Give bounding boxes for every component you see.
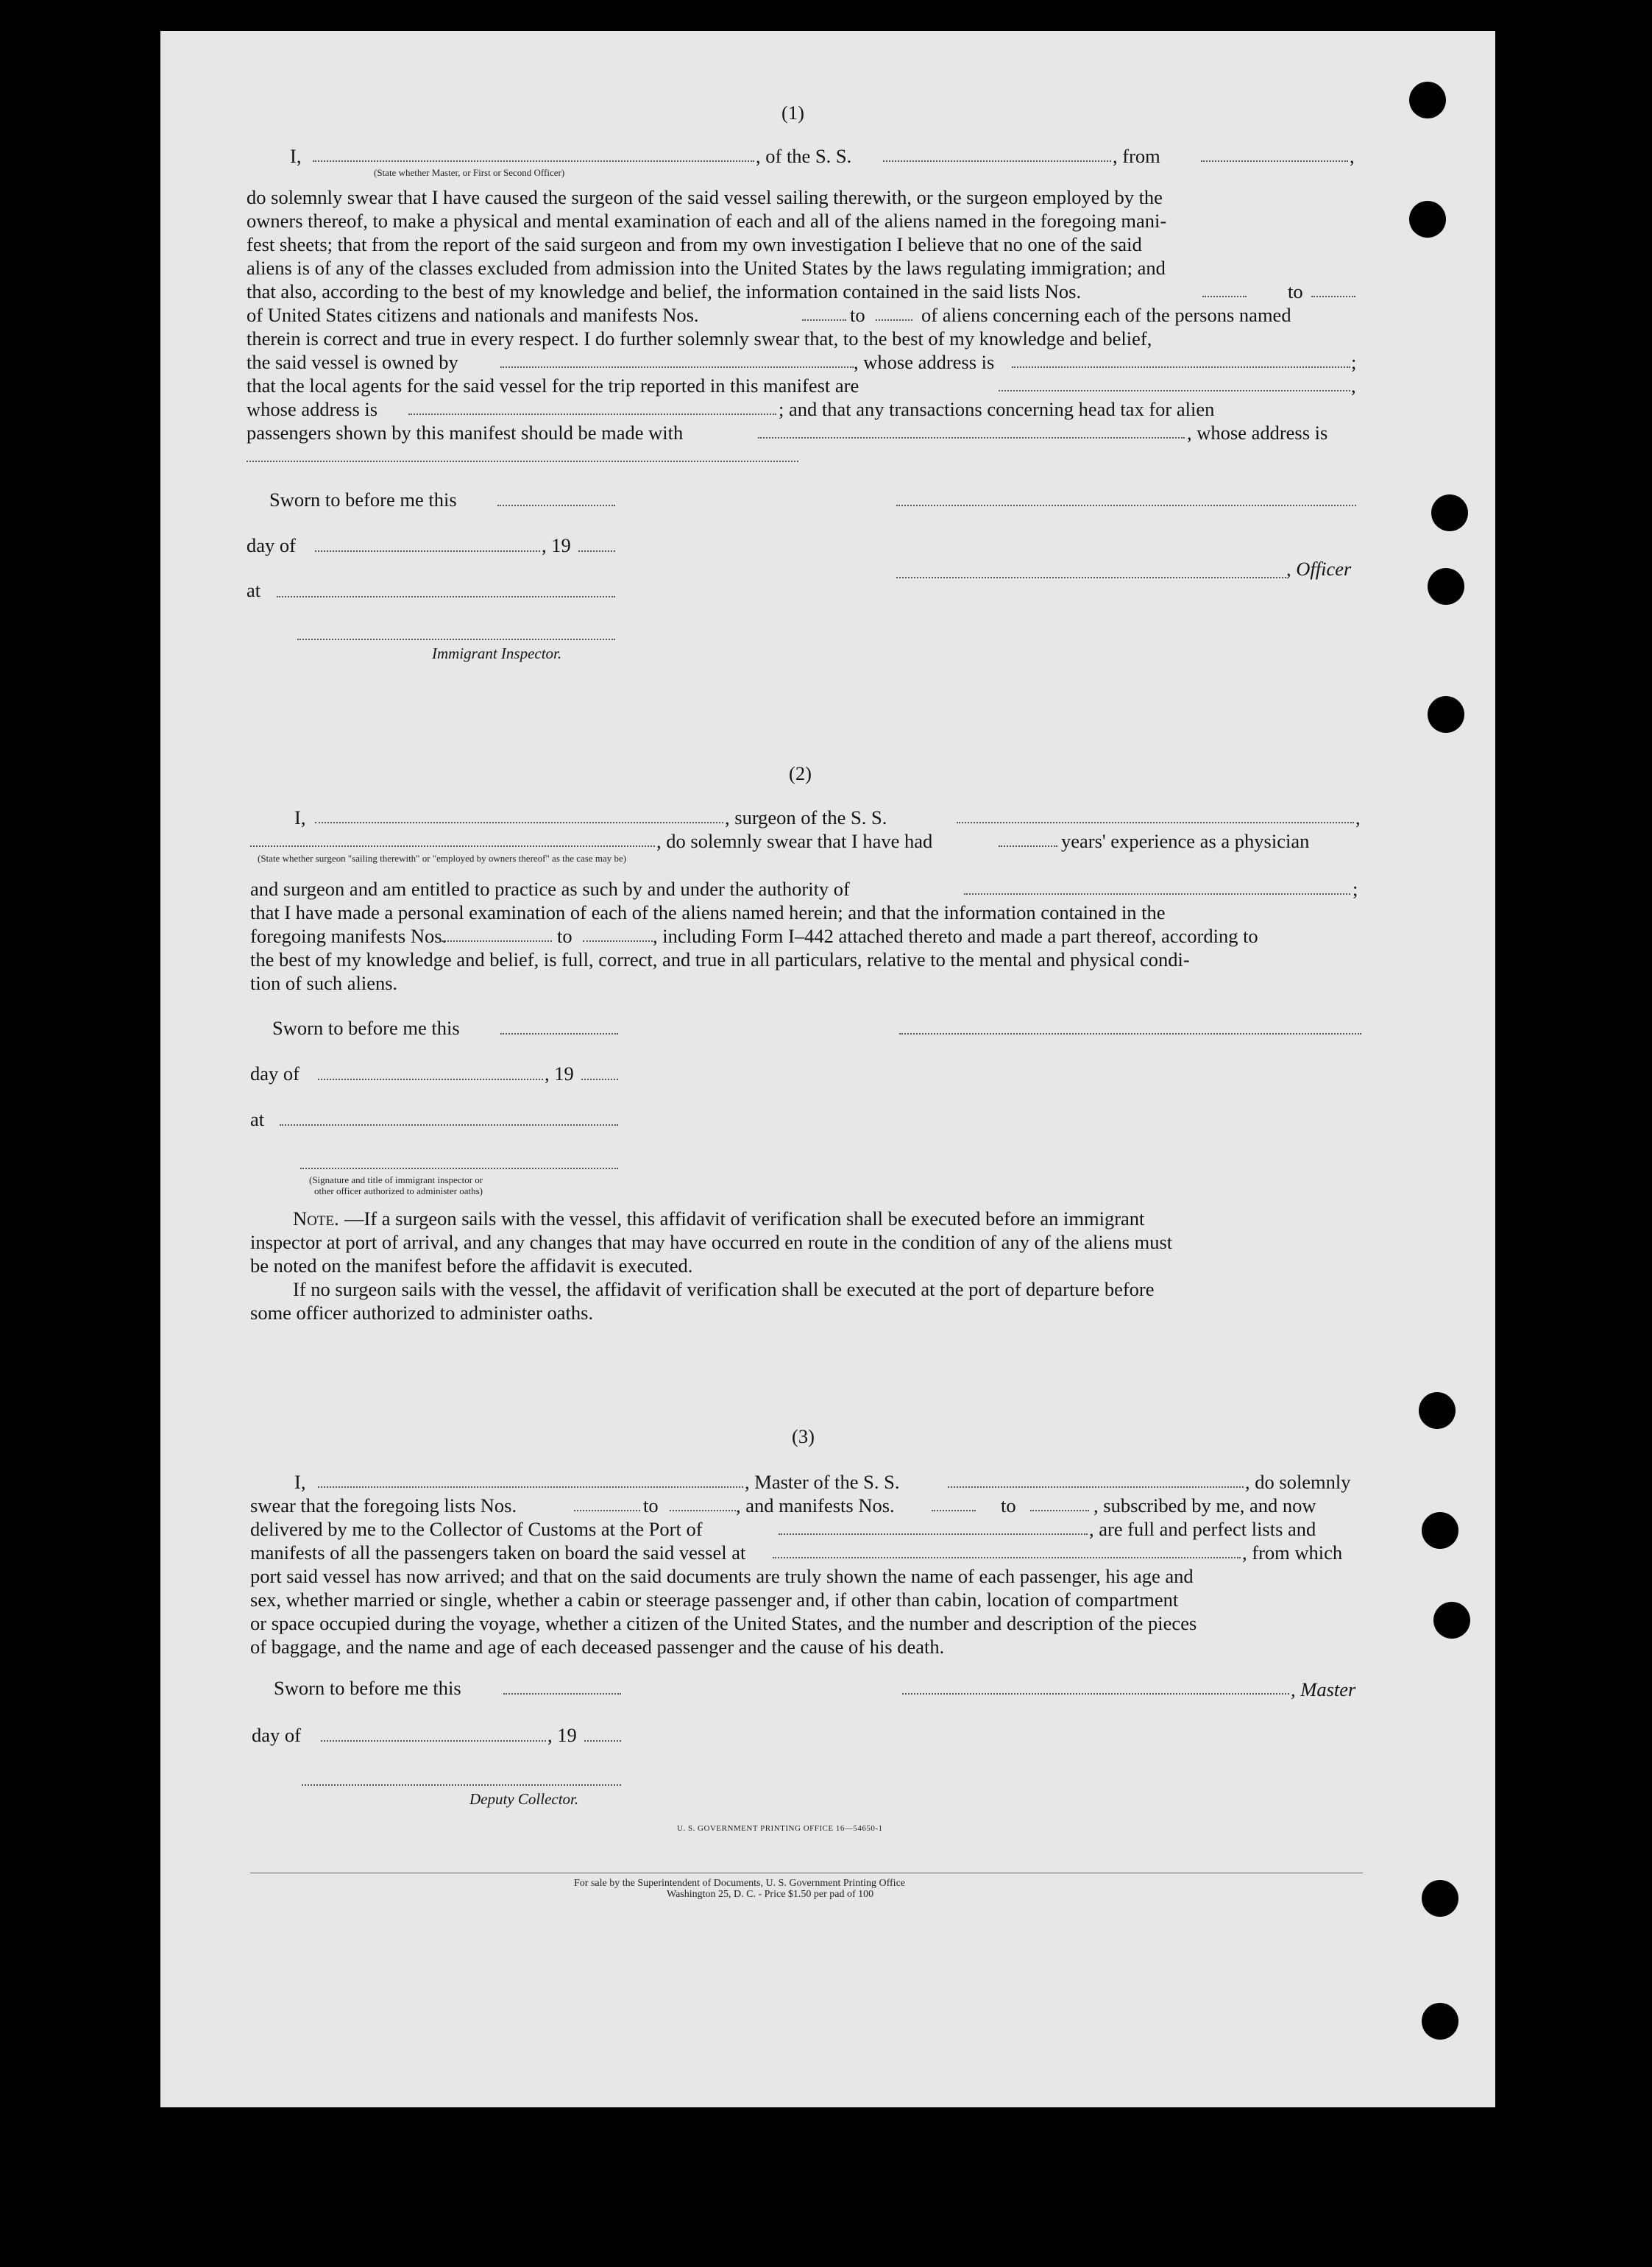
s1-text-line: do solemnly swear that I have caused the surgeon of the said vessel sailing therewith, or the surgeon employed by the <box>247 186 1163 208</box>
s1-at-field[interactable] <box>277 596 615 597</box>
s2-years-field[interactable] <box>999 845 1057 847</box>
s3-subscribed-label: , subscribed by me, and now <box>1093 1494 1316 1516</box>
s2-at-field[interactable] <box>280 1124 618 1126</box>
s3-full-lists-label: , are full and perfect lists and <box>1089 1518 1316 1540</box>
s1-head-tax-label: passengers shown by this manifest should be made with <box>247 422 684 444</box>
s2-manifests-to-field[interactable] <box>583 940 653 942</box>
s1-sworn-day-field[interactable] <box>497 505 615 506</box>
binder-hole <box>1433 1602 1470 1639</box>
binder-hole <box>1419 1392 1456 1429</box>
binder-hole <box>1428 568 1464 605</box>
s2-note-line: some officer authorized to administer oaths. <box>250 1302 594 1324</box>
s2-authority-field[interactable] <box>964 893 1350 895</box>
s1-lists-to: to <box>1288 280 1303 302</box>
s2-form-text: , including Form I–442 attached thereto and made a part thereof, according to <box>653 925 1258 947</box>
s3-text-line: or space occupied during the voyage, whether a citizen of the United States, and the number and description of the pieces <box>250 1612 1197 1634</box>
s1-agents-address-field[interactable] <box>408 414 776 415</box>
s3-text-line: sex, whether married or single, whether a cabin or steerage passenger and, if other than cabin, location of compartment <box>250 1589 1179 1611</box>
binder-hole <box>1409 201 1446 238</box>
s1-comma: , <box>1351 375 1356 397</box>
s1-manifests-to-field[interactable] <box>876 319 912 321</box>
s1-from-label: , from <box>1113 145 1160 167</box>
s1-owner-field[interactable] <box>500 366 854 368</box>
s1-of-ss-label: , of the S. S. <box>756 145 852 167</box>
binder-hole <box>1422 1512 1458 1549</box>
s1-officer-sig-field[interactable] <box>896 577 1286 578</box>
s3-manifests-to: to <box>1001 1494 1016 1516</box>
s2-experience-label: , do solemnly swear that I have had <box>656 830 933 852</box>
section-2-number: (2) <box>789 762 812 784</box>
binder-hole <box>1409 82 1446 118</box>
s1-text-line: aliens is of any of the classes excluded from admission into the United States by the laws regulating immigration; and <box>247 257 1166 279</box>
s1-text-line: therein is correct and true in every respect. I do further solemnly swear that, to the best of my knowledge and belief, <box>247 327 1152 350</box>
s1-owner-address-label: , whose address is <box>854 351 995 373</box>
footer-sale-line: Washington 25, D. C. - Price $1.50 per pad of 100 <box>667 1889 874 1900</box>
s1-month-field[interactable] <box>315 550 540 552</box>
s2-at-label: at <box>250 1108 265 1130</box>
s1-manifests-to: to <box>850 304 865 326</box>
s1-agents-field[interactable] <box>999 390 1350 391</box>
s3-port-label: delivered by me to the Collector of Customs at the Port of <box>250 1518 703 1540</box>
s1-head-tax-address-field[interactable] <box>247 461 798 462</box>
gpo-imprint: U. S. GOVERNMENT PRINTING OFFICE 16—54650-1 <box>677 1824 883 1833</box>
section-3-number: (3) <box>792 1425 815 1447</box>
s1-year-label: , 19 <box>542 534 571 556</box>
s1-sworn-label: Sworn to before me this <box>269 489 457 511</box>
s2-surgeon-name-field[interactable] <box>315 822 723 823</box>
s1-owned-by-label: the said vessel is owned by <box>247 351 458 373</box>
s3-port-field[interactable] <box>779 1533 1088 1535</box>
s1-agents-label: that the local agents for the said vessel for the trip reported in this manifest are <box>247 375 859 397</box>
s3-year-field[interactable] <box>584 1740 621 1742</box>
s3-year-label: , 19 <box>547 1724 577 1746</box>
s1-day-of-label: day of <box>247 534 296 556</box>
s3-collector-label: Deputy Collector. <box>469 1790 579 1808</box>
s3-lists-to: to <box>643 1494 659 1516</box>
s3-sworn-day-field[interactable] <box>503 1693 621 1695</box>
s3-lists-label: swear that the foregoing lists Nos. <box>250 1494 517 1516</box>
s3-collector-sig-field[interactable] <box>302 1784 621 1786</box>
s2-surgeon-label: , surgeon of the S. S. <box>725 806 887 829</box>
s2-i-label: I, <box>294 806 306 829</box>
s2-note-head: Note. <box>293 1207 339 1230</box>
s2-surgeon-hint: (State whether surgeon "sailing therewith" or "employed by owners thereof" as the case may be) <box>258 853 627 864</box>
s1-head-tax-text: ; and that any transactions concerning head tax for alien <box>779 398 1215 420</box>
s1-i-label: I, <box>290 145 302 167</box>
s2-year-label: , 19 <box>545 1062 574 1085</box>
s1-semicolon: ; <box>1351 351 1357 373</box>
s1-officer-label: , Officer <box>1286 558 1352 580</box>
s1-text-line: owners thereof, to make a physical and mental examination of each and all of the aliens named in the foregoing mani- <box>247 210 1167 232</box>
s2-surgeon-status-field[interactable] <box>250 845 655 847</box>
s1-signature-field[interactable] <box>896 505 1356 506</box>
binder-hole <box>1428 696 1464 733</box>
s3-sworn-label: Sworn to before me this <box>274 1677 461 1699</box>
s3-month-field[interactable] <box>321 1740 546 1742</box>
s1-agents-address-label: whose address is <box>247 398 378 420</box>
s2-manifests-from-field[interactable] <box>442 940 552 942</box>
s1-lists-line: that also, according to the best of my knowledge and belief, the information contained in the said lists Nos. <box>247 280 1082 302</box>
binder-hole <box>1431 494 1468 531</box>
s1-from-port-field[interactable] <box>1201 160 1348 162</box>
s3-i-label: I, <box>294 1471 306 1493</box>
s1-comma: , <box>1350 145 1355 167</box>
s2-sig-hint: other officer authorized to administer oaths) <box>314 1185 483 1196</box>
s2-text-line: tion of such aliens. <box>250 972 398 994</box>
s2-text-line: the best of my knowledge and belief, is full, correct, and true in all particulars, relative to the mental and physical condi- <box>250 948 1190 971</box>
s1-officer-name-field[interactable] <box>313 160 754 162</box>
s3-text-line: port said vessel has now arrived; and that on the said documents are truly shown the name of each passenger, his age and <box>250 1565 1194 1587</box>
s2-note-line: If no surgeon sails with the vessel, the affidavit of verification shall be executed at the port of departure before <box>293 1278 1155 1300</box>
s3-from-which-label: , from which <box>1242 1542 1343 1564</box>
s3-manifests-from-field[interactable] <box>932 1510 976 1511</box>
s3-manifests-label: , and manifests Nos. <box>736 1494 895 1516</box>
s2-year-field[interactable] <box>581 1079 618 1080</box>
s2-sig-hint: (Signature and title of immigrant inspector or <box>309 1174 483 1185</box>
s3-master-name-field[interactable] <box>318 1486 743 1488</box>
section-1-number: (1) <box>781 102 804 124</box>
s2-semicolon: ; <box>1353 878 1358 900</box>
s1-officer-hint: (State whether Master, or First or Second Officer) <box>374 167 565 178</box>
s1-head-tax-address-label: , whose address is <box>1187 422 1328 444</box>
s3-master-sig-field[interactable] <box>902 1693 1289 1695</box>
s3-manifests-to-field[interactable] <box>1030 1510 1089 1511</box>
s2-manifests-label: foregoing manifests Nos. <box>250 925 447 947</box>
s3-text-line: of baggage, and the name and age of each deceased passenger and the cause of his death. <box>250 1636 945 1658</box>
s1-manifests-line: of United States citizens and nationals and manifests Nos. <box>247 304 699 326</box>
footer-sale-line: For sale by the Superintendent of Documents, U. S. Government Printing Office <box>574 1878 905 1889</box>
s3-lists-from-field[interactable] <box>574 1510 640 1511</box>
s2-comma: , <box>1355 806 1361 829</box>
s2-inspector-sig-field[interactable] <box>300 1168 618 1169</box>
s3-embark-port-field[interactable] <box>773 1557 1241 1558</box>
s2-note-line: —If a surgeon sails with the vessel, this affidavit of verification shall be executed before an immigrant <box>344 1207 1145 1230</box>
s2-signature-field[interactable] <box>899 1033 1361 1035</box>
s1-manifests-from-field[interactable] <box>802 319 846 321</box>
s3-master-label: , Master of the S. S. <box>745 1471 900 1493</box>
s1-head-tax-party-field[interactable] <box>758 437 1185 439</box>
s2-sworn-label: Sworn to before me this <box>272 1017 460 1039</box>
s1-inspector-sig-field[interactable] <box>297 639 615 640</box>
s2-authority-label: and surgeon and am entitled to practice as such by and under the authority of <box>250 878 850 900</box>
s2-text-line: that I have made a personal examination of each of the aliens named herein; and that the information contained in the <box>250 901 1166 923</box>
s1-year-field[interactable] <box>578 550 615 552</box>
s1-manifests-tail: of aliens concerning each of the persons named <box>921 304 1291 326</box>
s3-lists-to-field[interactable] <box>670 1510 736 1511</box>
s2-day-of-label: day of <box>250 1062 299 1085</box>
s1-ship-name-field[interactable] <box>883 160 1111 162</box>
s2-experience-tail: years' experience as a physician <box>1061 830 1310 852</box>
binder-hole <box>1422 1880 1458 1917</box>
s1-at-label: at <box>247 579 261 601</box>
s1-lists-from-field[interactable] <box>1202 296 1247 297</box>
s2-sworn-day-field[interactable] <box>500 1033 618 1035</box>
binder-hole <box>1422 2003 1458 2040</box>
s1-owner-address-field[interactable] <box>1012 366 1350 368</box>
s3-ship-name-field[interactable] <box>948 1486 1244 1488</box>
s1-text-line: fest sheets; that from the report of the said surgeon and from my own investigation I believe that no one of the said <box>247 233 1142 255</box>
s3-day-of-label: day of <box>252 1724 301 1746</box>
s3-solemnly-label: , do solemnly <box>1245 1471 1351 1493</box>
s3-master-sig-label: , Master <box>1291 1678 1356 1700</box>
s3-embark-label: manifests of all the passengers taken on board the said vessel at <box>250 1542 746 1564</box>
s2-note-line: inspector at port of arrival, and any changes that may have occurred en route in the condition of any of the aliens must <box>250 1231 1173 1253</box>
s2-manifests-to: to <box>557 925 572 947</box>
s2-note-line: be noted on the manifest before the affidavit is executed. <box>250 1255 693 1277</box>
s2-month-field[interactable] <box>318 1079 543 1080</box>
s1-lists-to-field[interactable] <box>1311 296 1355 297</box>
s2-ship-name-field[interactable] <box>957 822 1354 823</box>
s1-inspector-label: Immigrant Inspector. <box>432 645 562 662</box>
